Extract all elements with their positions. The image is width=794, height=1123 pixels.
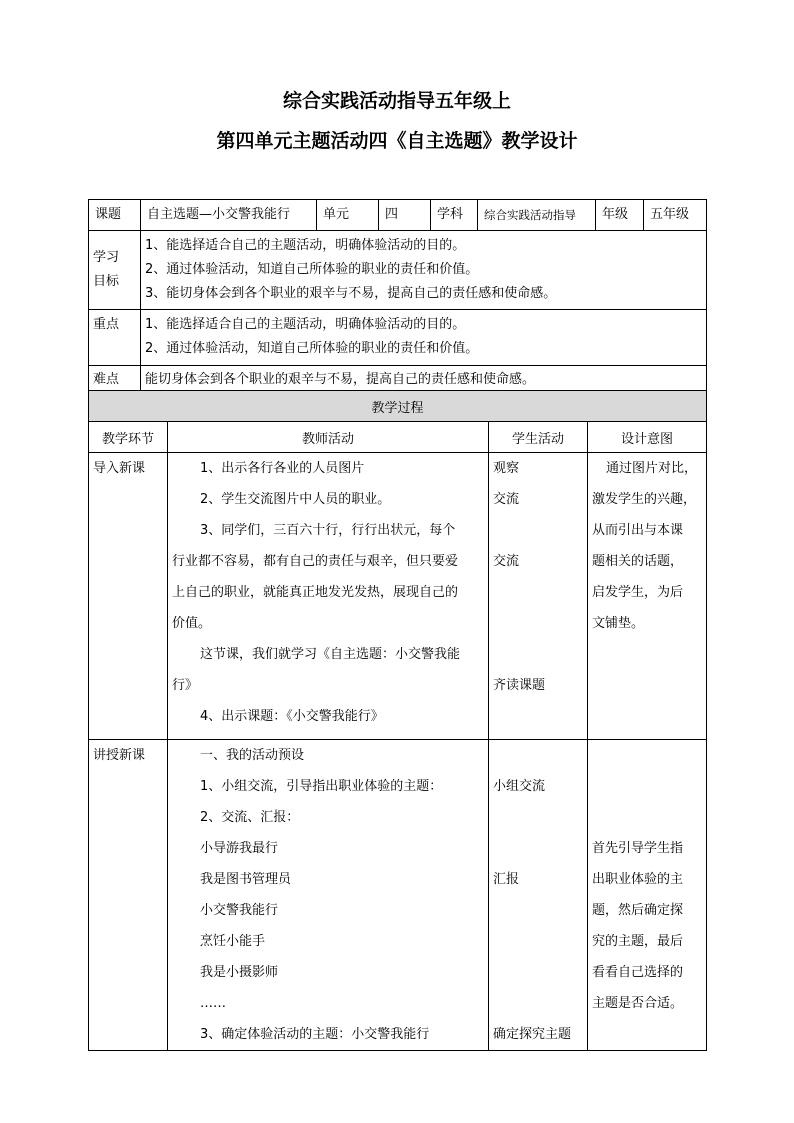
key-points-content bbox=[141, 310, 707, 366]
goals-label-line1: 学习 bbox=[93, 250, 120, 265]
header-teacher: 教师活动 bbox=[168, 422, 489, 453]
goal-item: 3、能切身体会到各个职业的艰辛与不易，提高自己的责任感和使命感。 bbox=[145, 286, 557, 301]
teacher-line: …… bbox=[200, 996, 226, 1011]
header-purpose: 设计意图 bbox=[588, 422, 707, 453]
lesson-plan-table bbox=[88, 199, 707, 395]
lecture-stage-label: 讲授新课 bbox=[93, 748, 146, 763]
intro-teacher bbox=[168, 453, 489, 740]
purpose-line: 出职业体验的主 bbox=[592, 872, 684, 887]
purpose-line: 从而引出与本课 bbox=[592, 523, 684, 538]
key-point-item: 1、能选择适合自己的主题活动，明确体验活动的目的。 bbox=[145, 317, 466, 332]
teacher-line: 3、同学们，三百六十行，行行出状元，每个 bbox=[200, 523, 456, 538]
key-point-item: 2、通过体验活动，知道自己所体验的职业的责任和价值。 bbox=[145, 341, 479, 356]
purpose-line: 看看自己选择的 bbox=[592, 965, 684, 980]
lecture-row bbox=[89, 740, 707, 1051]
intro-stage-label: 导入新课 bbox=[93, 461, 146, 476]
teacher-line: 1、小组交流，引导指出职业体验的主题： bbox=[200, 779, 443, 794]
student-line: 小组交流 bbox=[493, 779, 546, 794]
teacher-line: 这节课，我们就学习《自主选题：小交警我能 bbox=[200, 647, 461, 662]
document-subtitle: 第四单元主题活动四《自主选题》教学设计 bbox=[216, 130, 578, 152]
teacher-line: 2、学生交流图片中人员的职业。 bbox=[200, 492, 391, 507]
teacher-line: 我是图书管理员 bbox=[200, 872, 292, 887]
subject-label: 学科 bbox=[431, 200, 478, 231]
goal-item: 1、能选择适合自己的主题活动，明确体验活动的目的。 bbox=[145, 238, 466, 253]
teacher-line: 小导游我最行 bbox=[200, 841, 279, 856]
student-line: 交流 bbox=[493, 554, 520, 569]
goal-item: 2、通过体验活动，知道自己所体验的职业的责任和价值。 bbox=[145, 262, 479, 277]
purpose-line: 题相关的话题， bbox=[592, 554, 684, 569]
course-value: 自主选题—小交警我能行 bbox=[141, 200, 317, 231]
lecture-stage bbox=[89, 740, 168, 1051]
section-title: 教学过程 bbox=[89, 391, 707, 422]
student-line: 交流 bbox=[493, 492, 520, 507]
teacher-line: 小交警我能行 bbox=[200, 903, 279, 918]
student-line: 观察 bbox=[493, 461, 520, 476]
document-title: 综合实践活动指导五年级上 bbox=[282, 90, 511, 112]
subject-value: 综合实践活动指导 bbox=[478, 200, 596, 231]
student-line: 齐读课题 bbox=[493, 678, 546, 693]
teacher-line: 行》 bbox=[172, 678, 199, 693]
teacher-line: 烹饪小能手 bbox=[200, 934, 266, 949]
purpose-line: 启发学生，为后 bbox=[592, 585, 684, 600]
key-points-row bbox=[89, 310, 707, 366]
purpose-line: 通过图片对比， bbox=[606, 461, 698, 476]
teacher-line: 4、出示课题：《小交警我能行》 bbox=[200, 709, 384, 724]
teacher-line: 1、出示各行各业的人员图片 bbox=[200, 461, 365, 476]
unit-label: 单元 bbox=[317, 200, 379, 231]
purpose-line: 题，然后确定探 bbox=[592, 903, 684, 918]
purpose-line: 首先引导学生指 bbox=[592, 841, 684, 856]
teacher-line: 价值。 bbox=[172, 616, 212, 631]
lecture-purpose bbox=[588, 740, 707, 1051]
student-line: 汇报 bbox=[493, 872, 520, 887]
goals-row bbox=[89, 231, 707, 310]
header-stage: 教学环节 bbox=[89, 422, 168, 453]
purpose-line: 文铺垫。 bbox=[592, 616, 645, 631]
goals-label bbox=[89, 231, 141, 310]
grade-label: 年级 bbox=[596, 200, 644, 231]
intro-student bbox=[489, 453, 588, 740]
teacher-line: 上自己的职业，就能真正地发光发热，展现自己的 bbox=[172, 585, 459, 600]
header-student: 学生活动 bbox=[489, 422, 588, 453]
lecture-student bbox=[489, 740, 588, 1051]
purpose-line: 主题是否合适。 bbox=[592, 996, 684, 1011]
intro-stage bbox=[89, 453, 168, 740]
lecture-teacher bbox=[168, 740, 489, 1051]
section-header-row bbox=[89, 391, 707, 422]
teacher-line: 我是小摄影师 bbox=[200, 965, 279, 980]
intro-purpose bbox=[588, 453, 707, 740]
student-line: 确定探究主题 bbox=[493, 1027, 572, 1042]
difficulty-label: 难点 bbox=[89, 366, 141, 395]
grade-value: 五年级 bbox=[644, 200, 707, 231]
intro-row bbox=[89, 453, 707, 740]
teacher-line: 3、确定体验活动的主题：小交警我能行 bbox=[200, 1027, 430, 1042]
column-header-row bbox=[89, 422, 707, 453]
teacher-line: 行业都不容易，都有自己的责任与艰辛，但只要爱 bbox=[172, 554, 459, 569]
unit-value: 四 bbox=[379, 200, 431, 231]
key-points-label: 重点 bbox=[89, 310, 141, 366]
goals-content bbox=[141, 231, 707, 310]
purpose-line: 激发学生的兴趣， bbox=[592, 492, 697, 507]
process-table bbox=[88, 390, 707, 1051]
course-label: 课题 bbox=[89, 200, 141, 231]
purpose-line: 究的主题，最后 bbox=[592, 934, 684, 949]
info-row bbox=[89, 200, 707, 231]
goals-label-line2: 目标 bbox=[93, 274, 120, 289]
difficulty-content: 能切身体会到各个职业的艰辛与不易，提高自己的责任感和使命感。 bbox=[141, 366, 707, 395]
teacher-line: 2、交流、汇报： bbox=[200, 810, 300, 825]
teacher-line: 一、我的活动预设 bbox=[200, 748, 305, 763]
